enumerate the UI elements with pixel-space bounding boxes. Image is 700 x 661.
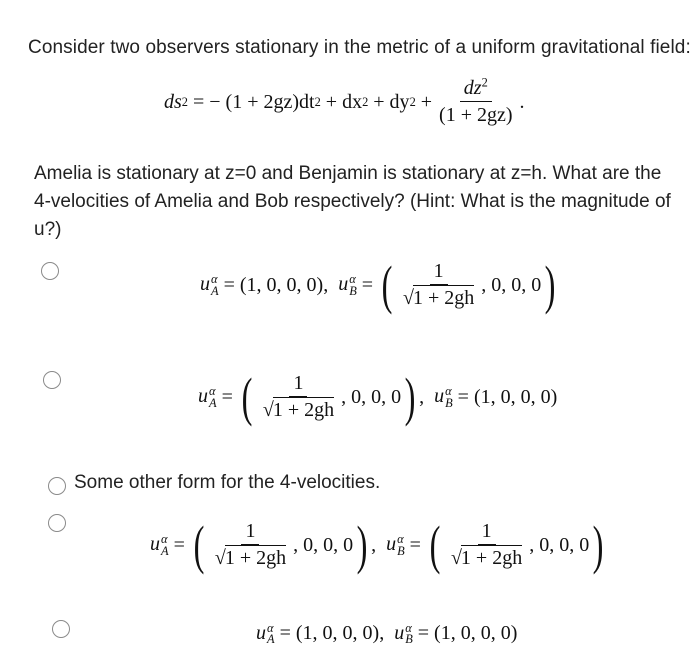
u-b-symbol: u α B: [386, 532, 405, 558]
option-5-radio[interactable]: [52, 620, 70, 638]
option-1-formula: u α A = (1, 0, 0, 0) , u α B = ( $\frac{1}{√1 + 2gh}$ , 0, 0, 0 ): [200, 255, 556, 315]
u-a-symbol: u α A: [198, 384, 217, 410]
option-2-formula: u α A = ( $\frac{1}{√1 + 2gh}$ , 0, 0, 0 ) , u α B = (1, 0, 0, 0): [198, 367, 558, 427]
u-b-symbol: u α B: [338, 272, 357, 298]
option-4-radio[interactable]: [48, 514, 66, 532]
metric-dy-term: + dy: [373, 90, 410, 113]
gravity-factor-fraction: $\frac{1}{√1 + 2gh}$: [450, 520, 523, 569]
metric-lhs: ds: [164, 90, 182, 113]
option-3-label: Some other form for the 4-velocities.: [74, 472, 381, 493]
metric-plus: +: [420, 90, 433, 113]
question-intro: Consider two observers stationary in the metric of a uniform gravitational field:: [28, 37, 691, 58]
metric-dz-fraction: [435, 75, 516, 126]
u-b-value: (1, 0, 0, 0): [434, 622, 518, 645]
metric-equation: ds 2 = − (1 + 2gz)dt 2 + dx 2 + dy 2 + $\frac{dz^2}{(1 + 2gz)}$ .: [164, 75, 525, 126]
metric-end: .: [519, 90, 525, 113]
option-5-formula: u α A = (1, 0, 0, 0) , u α B = (1, 0, 0, 0): [256, 621, 518, 647]
u-b-value: (1, 0, 0, 0): [473, 385, 558, 408]
option-2-radio[interactable]: [43, 371, 61, 389]
gravity-factor-fraction: $\frac{1}{√1 + 2gh}$: [214, 520, 287, 569]
u-a-value: (1, 0, 0, 0): [295, 622, 380, 645]
u-b-symbol: u α B: [434, 384, 453, 410]
metric-time-term: = − (1 + 2gz)dt: [193, 90, 315, 113]
u-a-value: (1, 0, 0, 0): [239, 273, 324, 296]
u-a-symbol: u α A: [256, 621, 275, 647]
u-a-symbol: u α A: [150, 532, 169, 558]
u-b-symbol: u α B: [394, 621, 413, 647]
metric-frac-num: dz: [463, 77, 482, 99]
option-4-formula: u α A = ( $\frac{1}{√1 + 2gh}$ , 0, 0, 0 ) , u α B = ( $\frac{1}{√1 + 2gh}$ , 0, 0, 0 ): [150, 515, 604, 575]
metric-frac-num-power: 2: [481, 75, 488, 90]
metric-frac-den: (1 + 2gz): [439, 104, 513, 126]
u-a-symbol: u α A: [200, 272, 219, 298]
question-body: Amelia is stationary at z=0 and Benjamin is stationary at z=h. What are the 4-velocities of Amelia and Bob respectively? (Hint: What is the magnitude of u?): [34, 163, 671, 240]
gravity-factor-fraction: $\frac{1}{√1 + 2gh}$: [262, 372, 335, 421]
gravity-factor-fraction: $\frac{1}{√1 + 2gh}$: [403, 260, 475, 309]
option-3-radio[interactable]: [48, 477, 66, 495]
option-1-radio[interactable]: [41, 262, 59, 280]
metric-dx-term: + dx: [325, 90, 363, 113]
